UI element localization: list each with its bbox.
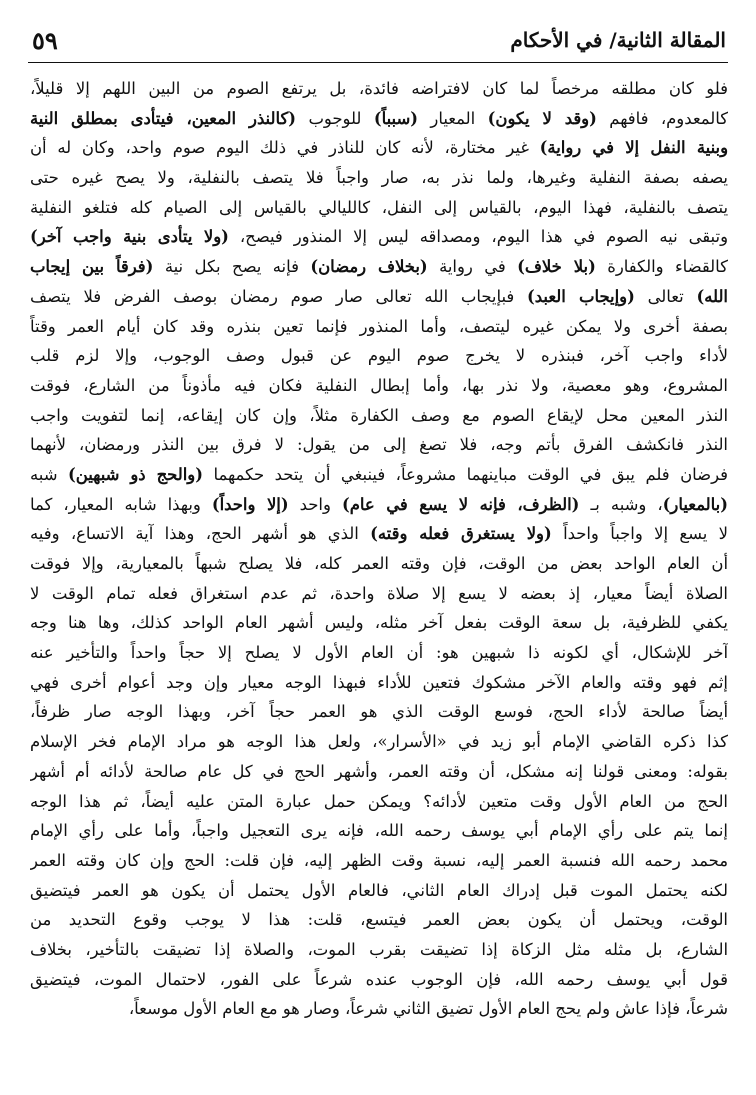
running-header-title: المقالة الثانية/ في الأحكام [510, 28, 726, 52]
commentary-text: محمد رحمه الله فنسبة العمر إليه، نسبة وقت الظهر إليه، فإن قلت: الحج وإن كان وقته العمر [30, 850, 728, 870]
text-line [30, 222, 728, 252]
running-header [28, 26, 728, 60]
commentary-text: كذا ذكره القاضي الإمام أبو زيد في «الأسرار»، ولعل هذا الوجه هو مراد الإمام فخر الإسلام [30, 732, 728, 752]
bold-matn-text: (فرقاً بين إيجاب [30, 257, 154, 277]
bold-matn-text: (بخلاف رمضان) [310, 257, 428, 277]
text-line [30, 312, 728, 342]
commentary-text: الذي هو أشهر الحج، وهذا آية الاتساع، وفيه [30, 524, 371, 544]
commentary-text: بصفة أخرى ولا يمكن غيره ليتصف، وأما المنذور فإنما تعين بنذره وقد كان أيام العمر وقتاً [30, 316, 728, 336]
text-line [30, 490, 728, 520]
commentary-text: النذر المعين محل لإيقاع الصوم مع وصف الكفارة مثلاً، وإن كان إيقاعه، إنما لتفويت واجب [30, 405, 728, 425]
commentary-text: شرعاً، فإذا عاش ولم يحج العام الأول تضيق الثاني شرعاً، وصار هو مع العام الأول موسعاً، [128, 999, 728, 1019]
commentary-text: إنما يتم على رأي الإمام أبي يوسف رحمه الله، فإنه يرى التعجيل واجباً، وأما على رأي الإمام [30, 821, 728, 841]
text-line [30, 668, 728, 698]
commentary-text: يتصف بالنفلية، فهذا اليوم، بالقياس إلى النفل، كالليالي بالقياس إلى الصيام كله فتلغو النفلية [30, 197, 728, 217]
commentary-text: آخر للإشكال، أي لكونه ذا شبهين هو: أن العام الأول لا يصلح إلا حجاً واحداً والتأخير عنه [30, 643, 728, 663]
commentary-text: إثم فهو وقته والعام الآخر مشكوك فتعين للأداء فبهذا الوجه معيار وإن وجد أعوام أخرى فهي [30, 672, 728, 692]
bold-matn-text: (ولا يتأدى بنية واجب آخر) [30, 227, 229, 247]
text-line [30, 787, 728, 817]
page-number: ٥٩ [32, 26, 58, 55]
bold-matn-text: (كالنذر المعين، فيتأدى بمطلق النية [30, 108, 297, 128]
commentary-text: وبهذا شابه المعيار، كما [30, 494, 212, 514]
text-line [30, 282, 728, 312]
bold-matn-text: الله) [696, 286, 728, 306]
commentary-text: الشارع، بل مثله مثل الزكاة إذا تضيقت بقرب الموت، والصلاة إذا تضيقت بالتأخير، بخلاف [30, 939, 728, 959]
text-line [30, 638, 728, 668]
text-line [30, 905, 728, 935]
commentary-text: المشروع، وهو معصية، ولا نذر بها، وأما إبطال النفلية فكان فيه مأذوناً من الشارع، فوقت [30, 375, 728, 395]
commentary-text: كالمعدوم، فافهم [596, 108, 728, 128]
bold-matn-text: (ولا يستغرق فعله وقته) [370, 524, 552, 544]
commentary-text: فلو كان مطلقه مرخصاً لما كان لافتراضه فائدة، بل يرتفع الصوم من البين اللهم إلا قليلاً، [30, 79, 728, 98]
text-line [30, 846, 728, 876]
body-text [30, 74, 728, 1024]
commentary-text: النذر فانكشف الفرق بأتم وجه، فلا تصغ إلى من يقول: لا فرق بين النذر ورمضان، لأنهما [30, 435, 728, 455]
bold-matn-text: (وإيجاب العبد) [527, 286, 635, 306]
commentary-text: كالقضاء والكفارة [595, 257, 728, 277]
bold-matn-text: (بلا خلاف) [517, 257, 596, 277]
text-line [30, 371, 728, 401]
text-line [30, 519, 728, 549]
commentary-text: لأداء واجب آخر، فبنذره لا يخرج صوم اليوم عن قبول وصف الوجوب، وإلا لزم قلب [30, 346, 728, 366]
commentary-text: تعالى [634, 286, 697, 306]
text-line [30, 133, 728, 163]
commentary-text: أن العام الواحد بعض من الوقت، فإن وقته العمر كله، فلا يصلح شبهاً بالمعيارية، وإلا فوقت [30, 554, 728, 573]
commentary-text: شبه [30, 464, 68, 484]
text-line [30, 727, 728, 757]
text-line [30, 252, 728, 282]
commentary-text: الوقت، ويحتمل أن يكون بعض العمر فيتسع، قلت: هذا لا يوجب وقوع التحديد من [30, 910, 728, 930]
bold-matn-text: (وقد لا يكون) [487, 108, 597, 128]
commentary-text: ، وشبه بـ [579, 494, 663, 514]
commentary-text: غير مختارة، لأنه كان للناذر في ذلك اليوم صوم واحد، وكان له أن [30, 138, 540, 158]
commentary-text: واحد [288, 494, 342, 514]
bold-matn-text: (سبباً) [373, 108, 418, 128]
text-line [30, 697, 728, 727]
text-line [30, 935, 728, 965]
text-line [30, 104, 728, 134]
header-rule [28, 62, 728, 63]
commentary-text: يصفه بصفة النفلية وغيرها، ولما نذر به، صار واجباً فلا يتصف بالنفلية، ولا يصح غيره حتى [30, 168, 728, 188]
text-line [30, 460, 728, 490]
commentary-text: فإنه يصح بكل نية [153, 257, 311, 277]
commentary-text: في رواية [427, 257, 518, 277]
text-line [30, 401, 728, 431]
text-line [30, 994, 728, 1024]
text-line [30, 579, 728, 609]
text-line [30, 74, 728, 104]
commentary-text: يكفي للظرفية، بل سعة الوقت بفعل آخر مثله، وليس أشهر العام الواحد كذلك، وها هنا وجه [30, 613, 728, 633]
commentary-text: لكنه يحتمل الموت قبل إدراك العام الثاني، فالعام الأول يحتمل أن يكون هو العمر فيتضيق [30, 880, 728, 900]
commentary-text: لا يسع إلا واجباً واحداً [551, 524, 728, 544]
text-line [30, 193, 728, 223]
text-line [30, 430, 728, 460]
text-line [30, 608, 728, 638]
bold-matn-text: (والحج ذو شبهين) [67, 464, 203, 484]
commentary-text: الصلاة أيضاً معيار، إذ بعضه لا يسع إلا صلاة واحدة، ثم عدم استغراق فعله تمام الوقت لا [30, 583, 728, 603]
commentary-text: فبإيجاب الله تعالى صار صوم رمضان بوصف الفرض فلا يتصف [30, 286, 528, 306]
text-line [30, 757, 728, 787]
commentary-text: فرضان فلم يبق في الوقت مباينهما مشروعاً، فينبغي أن يتحد حكمهما [202, 464, 728, 484]
bold-matn-text: وبنية النفل إلا في رواية) [539, 138, 728, 158]
text-line [30, 816, 728, 846]
commentary-text: قول أبي يوسف رحمه الله، فإن الوجوب عنده شرعاً على الفور، لاحتمال الموت، فيتضيق [30, 969, 728, 989]
commentary-text: الحج من العام الأول وقت متعين لأدائه؟ ويمكن حمل عبارة المتن عليه أيضاً، ثم هذا الوجه [30, 791, 728, 811]
bold-matn-text: (إلا واحداً) [211, 494, 289, 514]
commentary-text: أيضاً صالحة لأداء الحج، فوسع الوقت الذي هو العمر حجاً آخر، وبهذا الوجه صار ظرفاً، [30, 702, 728, 722]
bold-matn-text: (بالمعيار) [662, 494, 728, 514]
text-line [30, 549, 728, 579]
commentary-text: وتبقى نيه الصوم في هذا اليوم، ومصداقه ليس إلا المنذور فيصح، [228, 227, 728, 247]
commentary-text: المعيار [417, 108, 488, 128]
text-line [30, 163, 728, 193]
text-line [30, 341, 728, 371]
text-line [30, 876, 728, 906]
commentary-text: بقوله: ومعنى قولنا إنه مشكل، أن وقته العمر، وأشهر الحج في كل عام صالحة لأدائه أم أشهر [30, 761, 728, 781]
bold-matn-text: (الظرف، فإنه لا يسع في عام) [341, 494, 580, 514]
text-line [30, 965, 728, 995]
commentary-text: للوجوب [296, 108, 374, 128]
